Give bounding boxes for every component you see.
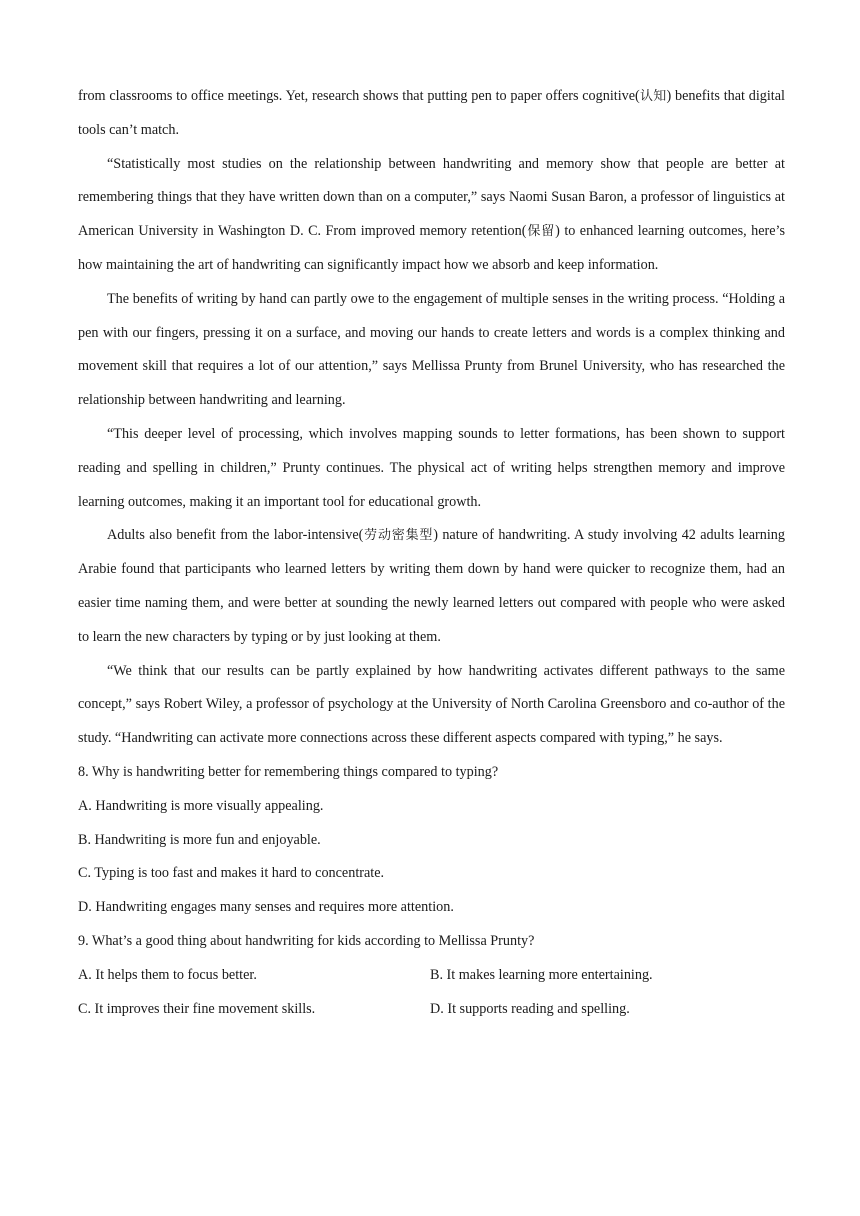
- passage-text: “Statistically most studies on the relationship between handwriting and memory show that people are better at remembering things that they have written down than on a computer,” says Naomi Susan Baron, a professor of linguistics at American University in Washington D. C. From improved memory retention(: [78, 155, 785, 240]
- option-row: [78, 959, 785, 993]
- option-b: B. Handwriting is more fun and enjoyable.: [78, 831, 321, 848]
- passage-text: ) to enhanced learning outcomes, here’s how maintaining the art of handwriting can significantly impact how we absorb and keep information.: [78, 223, 785, 273]
- passage-text: ) nature of handwriting. A study involving 42 adults learning Arabie found that participants who learned letters by writing them down by hand were quicker to recognize them, had an easier time naming them, and were better at sounding the newly learned letters out compared with people who were asked to learn the new characters by typing or by just looking at them.: [78, 527, 785, 645]
- document-page: [78, 80, 785, 1026]
- passage-paragraph-5: “We think that our results can be partly explained by how handwriting activates different pathways to the same concept,” says Robert Wiley, a professor of psychology at the University of North Carolina Greensboro and co-author of the study. “Handwriting can activate more connections across these different aspects compared with typing,” he says.: [78, 662, 785, 747]
- option-d: D. Handwriting engages many senses and requires more attention.: [78, 899, 454, 916]
- passage-paragraph-4: [78, 519, 785, 654]
- question-8: [78, 756, 785, 925]
- chinese-gloss: 认知: [639, 89, 667, 104]
- option-c: C. It improves their fine movement skills.: [78, 1000, 316, 1017]
- option-a: A. Handwriting is more visually appealing.: [78, 797, 324, 814]
- passage-paragraph-0: [78, 80, 785, 148]
- question-stem: 9. What’s a good thing about handwriting for kids according to Mellissa Prunty?: [78, 932, 535, 949]
- option-c: C. Typing is too fast and makes it hard to concentrate.: [78, 865, 385, 882]
- chinese-gloss: 保留: [526, 224, 556, 240]
- passage-paragraph-3: “This deeper level of processing, which involves mapping sounds to letter formations, has been shown to support reading and spelling in children,” Prunty continues. The physical act of writing helps strengthen memory and improve learning outcomes, making it an important tool for educational growth.: [78, 425, 785, 510]
- question-stem: 8. Why is handwriting better for remembering things compared to typing?: [78, 763, 499, 780]
- option-b: B. It makes learning more entertaining.: [430, 966, 653, 983]
- passage-paragraph-2: The benefits of writing by hand can partly owe to the engagement of multiple senses in the writing process. “Holding a pen with our fingers, pressing it on a surface, and moving our hands to create letters and words is a complex thinking and movement skill that requires a lot of our attention,” says Mellissa Prunty from Brunel University, who has researched the relationship between handwriting and learning.: [78, 290, 785, 409]
- option-a: A. It helps them to focus better.: [78, 966, 257, 983]
- chinese-gloss: 劳动密集型: [363, 528, 434, 544]
- passage-text: ) benefits that digital tools can’t match.: [78, 88, 785, 138]
- passage-text: from classrooms to office meetings. Yet, research shows that putting pen to paper offers cognitive(: [78, 88, 640, 104]
- question-9: [78, 925, 785, 1026]
- passage-text: Adults also benefit from the labor-intensive(: [107, 527, 364, 544]
- passage-paragraph-1: [78, 148, 785, 283]
- option-d: D. It supports reading and spelling.: [430, 1000, 630, 1017]
- option-row: [78, 993, 785, 1027]
